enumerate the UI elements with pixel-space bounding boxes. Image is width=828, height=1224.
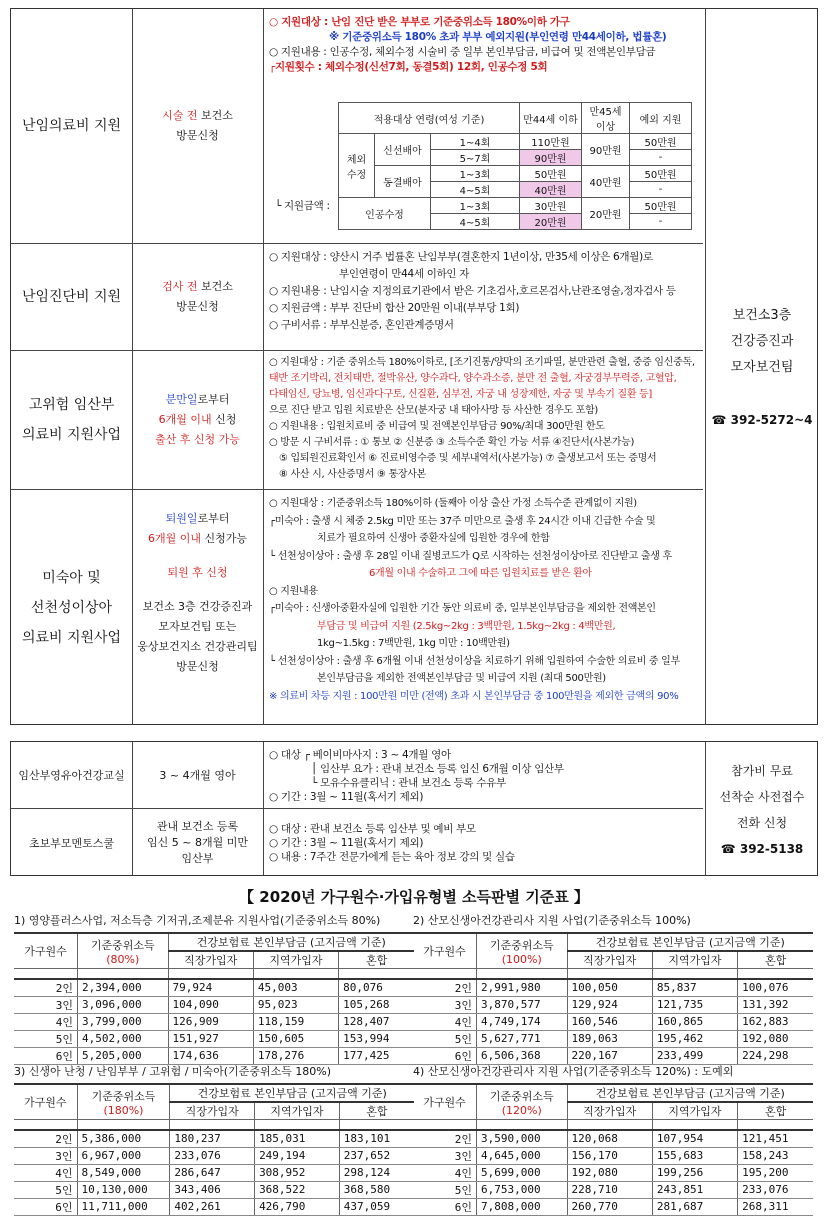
table-cell: 4인 [413,1013,476,1030]
table-cell: 368,580 [339,1181,414,1198]
class-detail [269,748,564,804]
table-cell: 5,699,000 [476,1164,567,1181]
sub-frozen: 동결배아 [375,166,431,198]
table-cell: 180,237 [170,1130,255,1148]
detail-line: ※ 의료비 차등 지원 : 100만원 미만 (전액) 초과 시 본인부담금 중 100만원을 제외한 금액의 90% [269,690,679,702]
group-iui: 인공수정 [339,198,431,230]
table-cell: 4,749,174 [476,1013,567,1030]
contact-line: 건강증진과 [730,333,794,349]
table-row [413,979,813,997]
table-cell: 8,549,000 [77,1164,170,1181]
table-cell: 233,499 [652,1047,737,1064]
table-cell: 7,808,000 [476,1198,567,1215]
table-cell: 10,130,000 [77,1181,170,1198]
table-row [413,1147,813,1164]
th-sub: 지역가입자 [255,1102,340,1120]
detail-line: └ 지원금액 : [275,200,330,212]
apply-place: 웅상보건지소 건강관리팀 [137,640,258,653]
name-line: 의료비 지원사업 [21,426,122,443]
th-sub: 직장가입자 [170,1102,255,1120]
apply-base: 퇴원일 [165,512,198,525]
table-cell: 6,967,000 [77,1147,170,1164]
table-cell: 237,652 [339,1147,414,1164]
detail-line: 6개월 이내 수술하고 그에 따른 입원치료를 받은 환아 [369,568,592,579]
apply-text: 신청 [215,412,237,426]
table-cell: 233,076 [170,1147,255,1164]
table-row [14,996,414,1013]
table-title: 4) 산모신생아건강관리사 지원 사업(기준중위소득 120%) : 도예외 [413,1065,734,1078]
program-name [11,489,132,726]
cell: - [630,214,692,230]
table-cell: 224,298 [738,1047,813,1064]
th-median-pct: (120%) [501,1103,542,1117]
class-detail [269,822,515,864]
table-cell: 5인 [413,1181,476,1198]
apply-info [132,509,263,677]
table-row [413,1181,813,1198]
table-row [413,1198,813,1215]
th-premium: 건강보험료 본인부담금 (고지금액 기준) [567,1084,813,1102]
table-cell: 156,170 [567,1147,652,1164]
income-table [413,932,813,1065]
apply-base: 분만일 [165,392,198,406]
apply-place: 보건소 3층 건강증진과 [142,600,253,613]
apply-text: 로부터 [197,512,230,525]
table-cell: 131,392 [738,996,813,1013]
table-cell: 281,687 [652,1198,737,1215]
th-premium: 건강보험료 본인부담금 (고지금액 기준) [168,933,414,951]
contact-line: 선착순 사전접수 [719,789,805,804]
th-sub: 혼합 [738,951,813,969]
table-cell: 5인 [14,1181,77,1198]
cell: 50만원 [630,166,692,182]
class-name: 초보부모멘토스쿨 [28,836,114,850]
program-detail [269,355,695,483]
detail-line: ○ 대상 : 관내 보건소 등록 임산부 및 예비 부모 [269,823,476,835]
detail-line: │ 임산부 요가 : 관내 보건소 등록 임신 6개월 이상 임산부 [311,763,564,775]
detail-line: └ 선천성이상아 : 출생 후 28일 이내 질병코드가 Q로 시작하는 선천성이상아로 진단받고 출생 후 [269,550,672,562]
th-sub: 혼합 [738,1102,813,1120]
detail-line: ○ 지원내용 : 인공수정, 체외수정 시술비 중 일부 본인부담금, 비급여 및 전액본인부담금 [269,46,656,58]
th-median-label: 기준중위소득 [91,1089,156,1103]
th-sub: 혼합 [339,951,414,969]
apply-deadline: 6개월 이내 [158,412,212,426]
table-cell: 195,200 [738,1164,813,1181]
table-cell: 85,837 [652,979,737,997]
table-cell: 151,927 [168,1030,253,1047]
detail-line: 치료가 필요하여 신생아 중환자실에 입원한 경우에 한함 [317,533,550,544]
detail-line: ○ 내용 : 7주간 전문가에게 듣는 육아 정보 강의 및 실습 [269,851,515,863]
table-cell: 6인 [413,1198,476,1215]
th-median-pct: (80%) [106,952,140,966]
detail-line: ○ 지원내용 : 난임시술 지정의료기관에서 받은 기초검사,호르몬검사,난관조영술,정자검사 등 [269,285,676,297]
apply-timing: 시술 전 [162,109,198,122]
contact-line: 보건소3층 [732,307,792,323]
table-cell: 2,991,980 [476,979,567,997]
name-line: 미숙아 및 [42,569,101,586]
th-median [476,1084,567,1120]
table-row [14,1130,414,1148]
th-sub: 직장가입자 [168,951,253,969]
table-cell: 4,645,000 [476,1147,567,1164]
cell: 90만원 [520,150,582,166]
th-median [476,933,567,969]
cell: 1~3회 [431,166,520,182]
table-cell: 5,627,771 [476,1030,567,1047]
program-name: 난임의료비 지원 [21,118,122,134]
cell: 4~5회 [431,182,520,198]
table-cell: 118,159 [253,1013,338,1030]
detail-line: ┌지원횟수 : 체외수정(신선7회, 동결5회) 12회, 인공수정 5회 [269,61,548,73]
program-detail [269,495,680,705]
table-cell: 105,268 [339,996,414,1013]
detail-line: ○ 지원대상 : 난임 진단 받은 부부로 기준중위소득 180%이하 가구 [269,16,570,28]
table-cell: 243,851 [652,1181,737,1198]
apply-note: 퇴원 후 신청 [167,566,228,579]
th-sub: 직장가입자 [567,1102,652,1120]
table-cell: 104,090 [168,996,253,1013]
table-row [413,1030,813,1047]
detail-line: ⑧ 사산 시, 사산증명서 ⑨ 통장사본 [279,469,426,480]
apply-info [132,9,263,243]
table-cell: 2인 [14,1130,77,1148]
table-cell: 286,647 [170,1164,255,1181]
cell: 50만원 [630,134,692,150]
contact-phone: ☎ 392-5138 [720,841,804,856]
detail-line: 본인부담금을 제외한 전액본인부담금 및 비급여 지원 (최대 500만원) [317,673,606,684]
apply-info [132,350,263,489]
table-cell: 195,462 [652,1030,737,1047]
th-household: 가구원수 [413,933,476,969]
table-cell: 11,711,000 [77,1198,170,1215]
table-row [413,1130,813,1148]
detail-line: 태반 조기박리, 전치태반, 절박유산, 양수과다, 양수과소증, 분만 전 출혈, 자궁경부무력증, 고혈압, [269,373,677,384]
table-cell: 178,276 [253,1047,338,1064]
table-cell: 402,261 [170,1198,255,1215]
cell: 90만원 [582,134,630,166]
table-cell: 107,954 [652,1130,737,1148]
table-cell: 3인 [14,996,77,1013]
detail-line: ○ 방문 시 구비서류 : ① 통보 ② 신분증 ③ 소득수준 확인 가능 서류 ④진단서(사본가능) [269,437,635,448]
program-detail [269,249,676,334]
th-household: 가구원수 [14,1084,77,1120]
table-cell: 5인 [14,1030,77,1047]
table-cell: 249,194 [255,1147,340,1164]
table-row [14,1030,414,1047]
table-cell: 6인 [14,1198,77,1215]
cell: 50만원 [520,166,582,182]
target-line: 관내 보건소 등록 [156,819,239,833]
table-cell: 155,683 [652,1147,737,1164]
th-median-label: 기준중위소득 [489,938,554,952]
th-over45: 만45세 이상 [582,103,630,134]
apply-info [132,243,263,350]
table-cell: 80,076 [339,979,414,997]
th-under44: 만44세 이하 [520,103,582,134]
table-cell: 199,256 [652,1164,737,1181]
detail-line: ○ 대상 ┌ 베이비마사지 : 3 ~ 4개월 영아 [269,749,451,761]
program-table [10,8,818,725]
class-table [10,741,818,876]
group-ivf: 체외 수정 [339,134,375,198]
program-name: 난임진단비 지원 [21,288,122,305]
table-row [14,1047,414,1064]
class-name: 임산부영유아건강교실 [18,769,125,782]
cell: 20만원 [520,214,582,230]
table-cell: 437,059 [339,1198,414,1215]
table-cell: 4인 [14,1013,77,1030]
detail-line: ○ 지원금액 : 부부 진단비 합산 20만원 이내(부부당 1회) [269,302,520,314]
sub-fresh: 신선배아 [375,134,431,166]
table-cell: 260,770 [567,1198,652,1215]
table-cell: 4,502,000 [77,1030,168,1047]
detail-line: ○ 지원내용 [269,585,318,597]
table-cell: 426,790 [255,1198,340,1215]
table-cell: 79,924 [168,979,253,997]
th-sub: 지역가입자 [652,1102,737,1120]
table-row [14,979,414,997]
detail-line: 부담금 및 비급여 지원 (2.5kg~2kg : 3백만원, 1.5kg~2kg : 4백만원, [317,620,616,632]
table-cell: 220,167 [567,1047,652,1064]
table-cell: 6,753,000 [476,1181,567,1198]
th-household: 가구원수 [14,933,77,969]
apply-note: 출산 후 신청 가능 [155,432,240,446]
table-cell: 3,799,000 [77,1013,168,1030]
table-cell: 3,870,577 [476,996,567,1013]
th-premium: 건강보험료 본인부담금 (고지금액 기준) [170,1084,414,1102]
detail-line: └ 선천성이상아 : 출생 후 6개월 이내 선천성이상을 치료하기 위해 입원하여 수술한 의료비 중 일부 [269,655,680,667]
name-line: 선천성이상아 [30,599,113,616]
class-target: 3 ~ 4개월 영아 [159,769,236,782]
detail-line: 으로 진단 받고 입원 치료받은 산모(분자궁 내 태아사망 등 사산한 경우도 포함) [269,405,599,416]
table-cell: 298,124 [339,1164,414,1181]
table-cell: 192,080 [567,1164,652,1181]
apply-place: 모자보건팀 또는 [158,620,237,633]
table-row [14,1147,414,1164]
table-cell: 228,710 [567,1181,652,1198]
table-cell: 100,076 [738,979,813,997]
th-median-pct: (180%) [103,1103,144,1117]
income-table [14,932,414,1065]
cell: 5~7회 [431,150,520,166]
detail-line: ○ 지원내용 : 입원치료비 중 비급여 및 전액본인부담금 90%/최대 300만원 한도 [269,421,605,432]
apply-place: 보건소 [200,279,233,293]
th-premium: 건강보험료 본인부담금 (고지금액 기준) [567,933,813,951]
table-cell: 160,865 [652,1013,737,1030]
table-row [14,1181,414,1198]
table-cell: 6인 [413,1047,476,1064]
table-cell: 3인 [413,1147,476,1164]
table-row [14,1198,414,1215]
table-cell: 3인 [413,996,476,1013]
table-cell: 153,994 [339,1030,414,1047]
th-age: 적용대상 연령(여성 기준) [339,103,520,134]
contact-info [705,9,819,726]
cell: 20만원 [582,198,630,230]
table-cell: 268,311 [738,1198,813,1215]
table-cell: 162,883 [738,1013,813,1030]
table-cell: 3,096,000 [77,996,168,1013]
table-cell: 100,050 [567,979,652,997]
table-cell: 126,909 [168,1013,253,1030]
table-cell: 128,407 [339,1013,414,1030]
apply-deadline: 6개월 이내 [147,532,201,545]
detail-line: ┌미숙아 : 신생아중환자실에 입원한 기간 동안 의료비 중, 일부본인부담금을 제외한 전액본인 [269,603,656,614]
th-median-label: 기준중위소득 [489,1089,554,1103]
table-row [413,1013,813,1030]
table-cell: 3인 [14,1147,77,1164]
table-cell: 2인 [413,1130,476,1148]
cell: 1~4회 [431,134,520,150]
table-cell: 177,425 [339,1047,414,1064]
table-cell: 45,003 [253,979,338,997]
cell: - [630,182,692,198]
detail-line: ┌미숙아 : 출생 시 체중 2.5kg 미만 또는 37주 미만으로 출생 후 24시간 이내 긴급한 수술 및 [269,515,656,527]
class-contact [705,742,819,877]
apply-timing: 검사 전 [162,279,198,293]
contact-line: 참가비 무료 [731,763,793,778]
th-median [77,1084,170,1120]
table-title: 2) 산모신생아건강관리사 지원 사업(기준중위소득 100%) [413,914,691,927]
table-cell: 5,205,000 [77,1047,168,1064]
contact-line: 모자보건팀 [730,359,794,375]
detail-line: ○ 지원대상 : 양산시 거주 법률혼 난임부부(결혼한지 1년이상, 만35세 이상은 6개월)로 [269,251,653,263]
cell: 40만원 [582,166,630,198]
table-cell: 121,735 [652,996,737,1013]
table-cell: 150,605 [253,1030,338,1047]
table-cell: 2,394,000 [77,979,168,997]
apply-text: 로부터 [197,392,230,406]
cell: - [630,150,692,166]
detail-line: ※ 기준중위소득 180% 초과 부부 예외지원(부인연령 만44세이하, 법률혼) [329,31,667,43]
detail-line: ○ 지원대상 : 기준중위소득 180%이하 (둘째아 이상 출산 가정 소득수준 관계없이 지원) [269,498,637,509]
table-cell: 4인 [413,1164,476,1181]
table-cell: 160,546 [567,1013,652,1030]
table-cell: 3,590,000 [476,1130,567,1148]
cell: 110만원 [520,134,582,150]
name-line: 고위험 임산부 [28,396,115,413]
target-line: 임신 5 ~ 8개월 미만 [147,835,248,849]
th-median-label: 기준중위소득 [90,938,155,952]
detail-line: ○ 기간 : 3월 ~ 11월(혹서기 제외) [269,837,424,849]
class-target [132,808,263,877]
detail-line: 1kg~1.5kg : 7백만원, 1kg 미만 : 10백만원) [317,638,510,649]
table-cell: 174,636 [168,1047,253,1064]
table-cell: 233,076 [738,1181,813,1198]
table-cell: 120,068 [567,1130,652,1148]
apply-place: 방문신청 [176,660,219,673]
name-line: 의료비 지원사업 [21,629,122,646]
table-cell: 6인 [14,1047,77,1064]
table-cell: 6,506,368 [476,1047,567,1064]
th-sub: 지역가입자 [652,951,737,969]
income-table [14,1083,414,1216]
table-cell: 5,386,000 [77,1130,170,1148]
th-median-pct: (100%) [501,952,542,966]
th-sub: 지역가입자 [253,951,338,969]
table-cell: 308,952 [255,1164,340,1181]
program-name [11,350,132,489]
apply-method: 방문신청 [176,129,219,142]
standards-title: 【 2020년 가구원수·가입유형별 소득판별 기준표 】 [239,888,589,906]
table-cell: 343,406 [170,1181,255,1198]
table-cell: 2인 [14,979,77,997]
table-row [14,1013,414,1030]
table-cell: 4인 [14,1164,77,1181]
table-row [14,1164,414,1181]
cell: 1~3회 [431,198,520,214]
table-cell: 5인 [413,1030,476,1047]
detail-line: └ 모유수유클리닉 : 관내 보건소 등록 수유부 [311,777,506,789]
table-cell: 368,522 [255,1181,340,1198]
cell: 50만원 [630,198,692,214]
program-detail [269,15,666,75]
contact-line: 전화 신청 [736,815,788,830]
cell: 30만원 [520,198,582,214]
table-cell: 95,023 [253,996,338,1013]
table-cell: 2인 [413,979,476,997]
detail-line: 다태임신, 당뇨병, 임신과다구토, 신질환, 심부전, 자궁 내 성장제한, 자궁 및 부속기 질환 등] [269,389,653,400]
th-median [77,933,168,969]
table-cell: 129,924 [567,996,652,1013]
cell: 40만원 [520,182,582,198]
table-cell: 185,031 [255,1130,340,1148]
table-cell: 189,063 [567,1030,652,1047]
target-line: 임산부 [181,851,214,865]
ivf-support-table [338,102,692,230]
th-sub: 혼합 [339,1102,414,1120]
table-title: 1) 영양플러스사업, 저소득층 기저귀,조제분유 지원사업(기준중위소득 80%) [14,914,381,927]
apply-text: 신청가능 [204,532,247,545]
th-household: 가구원수 [413,1084,476,1120]
apply-method: 방문신청 [176,299,219,313]
detail-line: ○ 구비서류 : 부부신분증, 혼인관계증명서 [269,319,454,331]
table-cell: 158,243 [738,1147,813,1164]
table-cell: 183,101 [339,1130,414,1148]
detail-line: 부인연령이 만44세 이하인 자 [339,268,470,280]
table-cell: 121,451 [738,1130,813,1148]
th-exception: 예외 지원 [630,103,692,134]
table-row [413,996,813,1013]
income-table [413,1083,813,1216]
cell: 4~5회 [431,214,520,230]
table-row [413,1164,813,1181]
detail-line: ○ 기간 : 3월 ~ 11월(혹서기 제외) [269,791,424,803]
th-sub: 직장가입자 [567,951,652,969]
table-cell: 192,080 [738,1030,813,1047]
detail-line: ○ 지원대상 : 기준 중위소득 180%이하로, [조기진통/양막의 조기파열, 분만관련 출혈, 중증 임신중독, [269,357,695,368]
contact-phone: ☎ 392-5272~4 [711,412,813,427]
table-row [413,1047,813,1064]
detail-line: ⑤ 입퇴원진료확인서 ⑥ 진료비영수증 및 세부내역서(사본가능) ⑦ 출생보고서 또는 증명서 [279,453,657,464]
table-title: 3) 신생아 난청 / 난임부부 / 고위험 / 미숙아(기준중위소득 180%) [14,1065,332,1078]
apply-place: 보건소 [200,109,233,122]
